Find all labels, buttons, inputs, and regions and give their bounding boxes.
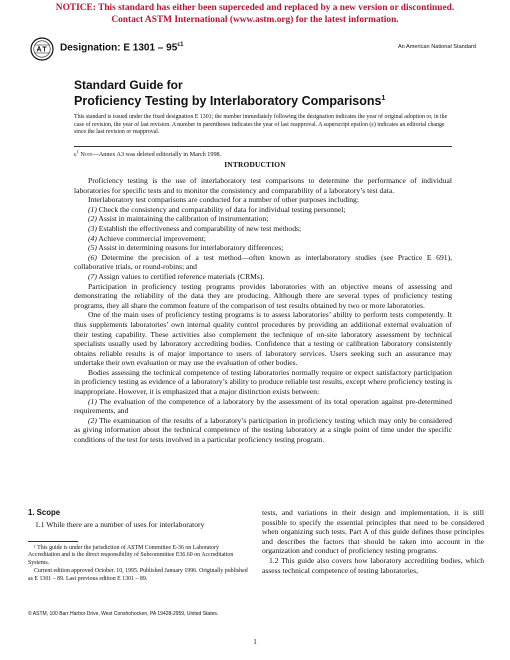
editorial-note-sup: 1: [76, 149, 79, 154]
scope-continuation: tests, and variations in their design and implementation, it is still possible to specify the essential principles that need to be considered when organizing such tests. Part A of this guide defines those principles and describes the factors that should be taken into account in the organization and conduct of proficiency testing programs.: [262, 508, 484, 556]
purpose-text: Determine the precision of a test method—often known as interlaboratory studies (see Practice E 691), collaborative trials, or round-robins; and: [74, 252, 452, 272]
intro-paragraph: One of the main uses of proficiency testing programs is to assess laboratories’ ability to perform tests competently. It thus supplements laboratories’ own internal quality control procedures by providing an additional external evaluation of their testing capability. These activities also complement the technique of on-site laboratory assessment by technical specialists usually used by laboratory accrediting bodies. Confidence that a testing or calibration laboratory consistently obtains reliable results is of major importance to users of laboratory services. Users seeking such an assurance may undertake their own evaluation or may use the evaluation of other bodies.: [74, 310, 452, 368]
supersession-notice-line2: Contact ASTM International (www.astm.org) for the latest information.: [111, 15, 399, 25]
document-title: [74, 78, 385, 108]
editorial-note: [74, 149, 221, 158]
national-standard-label: An American National Standard: [397, 44, 476, 50]
editorial-note-text: —Annex A3 was deleted editorially in March 1998.: [92, 151, 222, 159]
purpose-number: (4): [88, 233, 97, 243]
title-line1: Standard Guide for: [74, 78, 183, 92]
purpose-list-item: [74, 234, 452, 244]
distinction-number: (1): [88, 396, 97, 406]
purpose-list-item: [74, 205, 452, 215]
intro-paragraph: Participation in proficiency testing programs provides laboratories with an objective means of assessing and demonstrating the reliability of the data they are producing. Although there are several types of proficiency testing programs, they all share the common feature of the comparison of test results obtained by two or more laboratories.: [74, 281, 452, 310]
footnote-1: ¹ This guide is under the jurisdiction of ASTM Committee E-36 on Laboratory Accreditation and is the direct responsibility of Subcommittee E36.60 on Accreditation Systems.: [28, 545, 234, 566]
intro-paragraph: Bodies assessing the technical competence of testing laboratories normally require or expect satisfactory participation in proficiency testing as evidence of a laboratory’s ability to produce reliable test results, except where proficiency testing is inappropriate. However, it is emphasized that a major distinction exists between:: [74, 367, 452, 397]
purpose-number: (5): [88, 243, 97, 253]
designation-epsilon: ε1: [177, 42, 184, 48]
purpose-number: (2): [88, 214, 97, 224]
scope-paragraph-1-2: 1.2 This guide also covers how laboratory accrediting bodies, which assess technical competence of testing laboratories,: [262, 555, 484, 575]
intro-paragraph: Proficiency testing is the use of interlaboratory test comparisons to determine the performance of individual laboratories for specific tests and to monitor the consistency and comparability of a laboratory’s test data.: [74, 176, 452, 195]
distinction-text: The examination of the results of a laboratory’s participation in proficiency testing which may only be considered as giving information about the technical competence of the testing laboratory at a single point of time under the specific conditions of the test for tests involved in a particular proficiency testing program.: [74, 415, 452, 445]
purpose-list-item: [74, 253, 452, 272]
scope-paragraph-1-1: 1.1 While there are a number of uses for interlaboratory: [35, 519, 205, 529]
purpose-list-item: [74, 272, 452, 282]
purpose-text: Assist in maintaining the calibration of instrumentation;: [96, 214, 269, 224]
designation-text: Designation: E 1301 – 95: [60, 42, 178, 54]
distinction-item: [74, 416, 452, 445]
purpose-list-item: [74, 214, 452, 224]
purpose-text: Assist in determining reasons for interlaboratory differences;: [96, 243, 284, 253]
purpose-text: Assign values to certified reference materials (CRMs).: [96, 271, 265, 281]
purpose-text: Check the consistency and comparability of data for individual testing personnel;: [96, 204, 346, 214]
title-line2-text: Proficiency Testing by Interlaboratory Comparisons: [74, 94, 382, 109]
introduction-heading: INTRODUCTION: [224, 160, 286, 169]
title-footnote-marker: 1: [381, 95, 386, 102]
designation-label: [60, 42, 183, 53]
purpose-list: [74, 205, 452, 282]
purpose-number: (6): [88, 252, 97, 262]
footnote-divider: [28, 541, 78, 542]
purpose-text: Achieve commercial improvement;: [96, 233, 206, 243]
right-column: [262, 508, 484, 575]
purpose-number: (3): [88, 223, 97, 233]
astm-logo-icon: [30, 37, 54, 61]
intro-paragraph: Interlaboratory test comparisons are conducted for a number of other purposes including:: [88, 195, 359, 205]
footnotes: [28, 545, 248, 584]
left-column: [28, 508, 248, 529]
purpose-number: (7): [88, 271, 97, 281]
issuance-statement: This standard is issued under the fixed designation E 1301; the number immediately following the designation indicates the year of original adoption or, in the case of revision, the year of last revision. A number in parentheses indicates the year of last reapproval. A superscript epsilon (ε) indicates an editorial change since the last revision or reapproval.: [74, 114, 448, 136]
copyright-line: © ASTM, 100 Barr Harbor Drive, West Conshohocken, PA 19428-2959, United States.: [28, 611, 219, 617]
scope-heading: 1. Scope: [28, 508, 61, 517]
purpose-list-item: [74, 243, 452, 253]
title-line2: [74, 92, 385, 108]
purpose-list-item: [74, 224, 452, 234]
footnote-edition: Current edition approved October. 10, 1995. Published January 1996. Originally published as E 1301 – 89. Last previous edition E 1301 – 89.: [28, 568, 248, 582]
distinction-text: The evaluation of the competence of a laboratory by the assessment of its total operation against pre-determined requirements, and: [74, 396, 452, 416]
editorial-note-epsilon: ε: [74, 151, 77, 159]
supersession-notice-line1: NOTICE: This standard has either been superceded and replaced by a new version or discontinued.: [55, 3, 455, 13]
purpose-text: Establish the effectiveness and comparability of new test methods;: [96, 223, 302, 233]
distinction-number: (2): [88, 415, 97, 425]
header-divider: [74, 146, 452, 147]
editorial-note-label: Note: [80, 151, 93, 159]
distinction-item: [74, 397, 452, 416]
introduction-body: [74, 176, 452, 445]
purpose-number: (1): [88, 204, 97, 214]
page-number: 1: [253, 638, 257, 646]
